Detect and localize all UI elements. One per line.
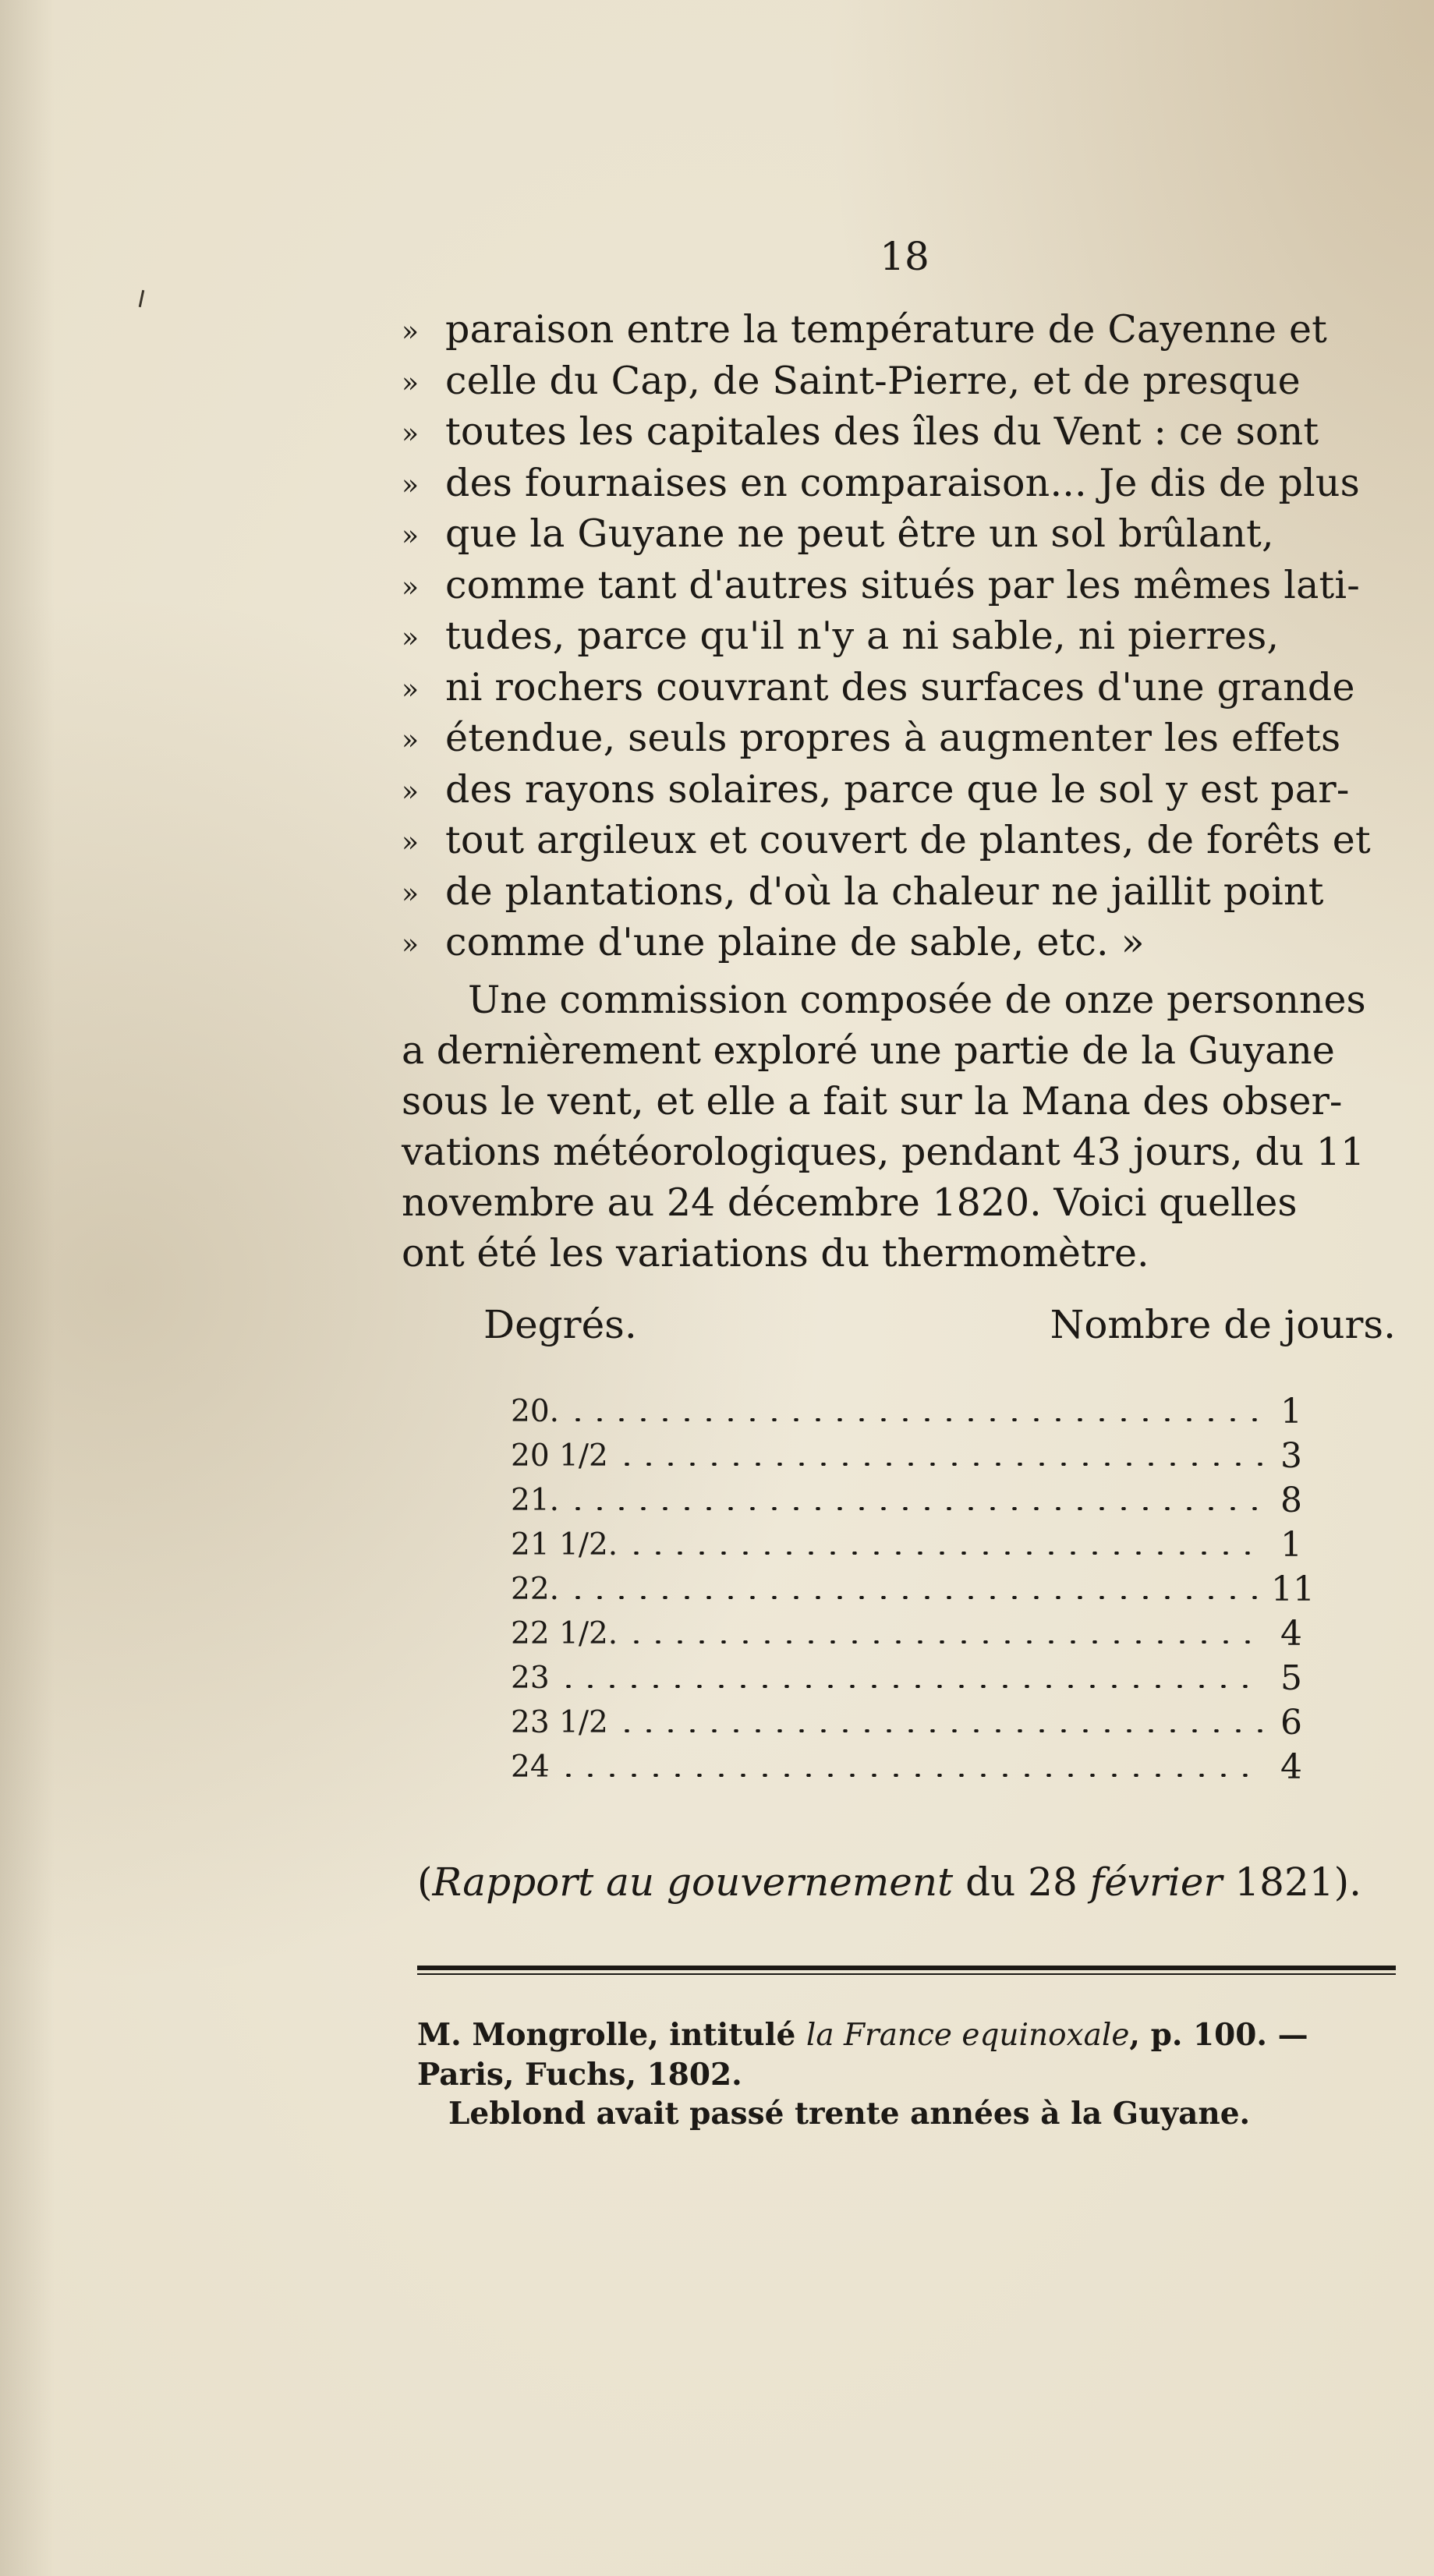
quote-text: de plantations, d'où la chaleur ne jaillit point <box>445 869 1324 914</box>
degree-cell: 21 1/2. <box>511 1527 618 1562</box>
quote-text: paraison entre la température de Cayenne et <box>445 307 1328 352</box>
quoted-passage <box>402 304 1396 968</box>
days-cell: 8 <box>1280 1481 1302 1520</box>
footnote-author: M. Mongrolle, intitulé <box>417 2017 806 2053</box>
temperature-table <box>511 1389 1315 1789</box>
citation-du: du 28 <box>953 1859 1090 1905</box>
quote-mark: » <box>402 724 420 757</box>
table-row <box>511 1700 1302 1745</box>
quote-mark: » <box>402 929 420 961</box>
quote-mark: » <box>402 877 420 910</box>
quote-text: tout argileux et couvert de plantes, de forêts et <box>445 818 1371 862</box>
table-row <box>511 1656 1302 1700</box>
quote-line <box>402 764 1396 816</box>
page-fold-shadow <box>0 0 55 2576</box>
dot-leader <box>625 1640 1263 1644</box>
quote-line <box>402 356 1396 407</box>
quote-line <box>402 304 1396 356</box>
quote-mark: » <box>402 775 420 808</box>
quote-mark: » <box>402 316 420 349</box>
days-cell: 3 <box>1280 1436 1302 1476</box>
degree-cell: 24 <box>511 1750 550 1785</box>
degree-cell: 21. <box>511 1483 560 1518</box>
table-row <box>511 1523 1302 1567</box>
paragraph-line: ont été les variations du thermomètre. <box>402 1231 1149 1276</box>
footnote-rule <box>417 1966 1396 1970</box>
quote-mark: » <box>402 571 420 603</box>
footnote-line: Leblond avait passé trente années à la Guyane. <box>448 2096 1251 2132</box>
quote-line <box>402 458 1396 509</box>
quote-line <box>402 662 1396 713</box>
quote-mark: » <box>402 826 420 859</box>
table-row <box>511 1745 1302 1789</box>
days-cell: 4 <box>1280 1614 1302 1654</box>
footnote-line: Paris, Fuchs, 1802. <box>417 2057 742 2093</box>
degree-cell: 22. <box>511 1572 560 1607</box>
degree-cell: 23 <box>511 1661 550 1696</box>
table-header <box>483 1302 1396 1357</box>
degree-cell: 22 1/2. <box>511 1616 618 1651</box>
footnote-page-ref: , p. 100. — <box>1129 2017 1308 2053</box>
days-cell: 6 <box>1280 1703 1302 1743</box>
days-cell: 4 <box>1280 1747 1302 1787</box>
degree-cell: 20. <box>511 1394 560 1429</box>
quote-mark: » <box>402 418 420 451</box>
quote-mark: » <box>402 366 420 399</box>
quote-mark: » <box>402 469 420 501</box>
dot-leader <box>616 1463 1263 1466</box>
dot-leader <box>567 1596 1263 1599</box>
quote-line <box>402 917 1396 968</box>
quote-mark: » <box>402 520 420 553</box>
paragraph-line: Une commission composée de onze personnes <box>468 978 1366 1022</box>
table-row <box>511 1612 1302 1656</box>
days-column-header: Nombre de jours. <box>1050 1302 1396 1347</box>
days-cell: 11 <box>1271 1569 1315 1609</box>
days-cell: 1 <box>1280 1525 1302 1565</box>
source-citation <box>417 1859 1396 1905</box>
quote-text: ni rochers couvrant des surfaces d'une grande <box>445 664 1355 709</box>
quote-text: étendue, seuls propres à augmenter les effets <box>445 716 1341 760</box>
paragraph-line: vations météorologiques, pendant 43 jours, du 11 <box>402 1130 1365 1174</box>
dot-leader <box>616 1729 1263 1732</box>
footnote-book-title: la France equinoxale <box>806 2018 1130 2053</box>
degree-cell: 20 1/2 <box>511 1438 608 1474</box>
citation-month: février <box>1089 1859 1223 1905</box>
quote-text: comme d'une plaine de sable, etc. » <box>445 920 1145 964</box>
dot-leader <box>558 1774 1263 1777</box>
footnotes <box>417 2015 1400 2133</box>
table-row <box>511 1567 1315 1612</box>
quote-line <box>402 508 1396 560</box>
citation-year: 1821 <box>1222 1859 1334 1905</box>
citation-close: ). <box>1333 1859 1361 1905</box>
table-row <box>511 1434 1302 1478</box>
table-row <box>511 1389 1302 1434</box>
dot-leader <box>625 1552 1263 1555</box>
quote-text: celle du Cap, de Saint-Pierre, et de presque <box>445 358 1301 403</box>
margin-pencil-mark <box>139 290 145 307</box>
quote-line <box>402 406 1396 458</box>
quote-mark: » <box>402 622 420 655</box>
degree-cell: 23 1/2 <box>511 1705 608 1740</box>
page-number: 18 <box>880 234 929 279</box>
quote-line <box>402 815 1396 866</box>
quote-line <box>402 713 1396 764</box>
paragraph-line: a dernièrement exploré une partie de la Guyane <box>402 1028 1335 1073</box>
quote-line <box>402 610 1396 662</box>
dot-leader <box>567 1418 1263 1421</box>
quote-text: toutes les capitales des îles du Vent : ce sont <box>445 409 1319 454</box>
table-row <box>511 1478 1302 1523</box>
dot-leader <box>567 1507 1263 1510</box>
paragraph-line: sous le vent, et elle a fait sur la Mana des obser- <box>402 1079 1343 1123</box>
quote-mark: » <box>402 673 420 706</box>
degrees-column-header: Degrés. <box>483 1302 637 1347</box>
footnote-line <box>417 2015 1400 2055</box>
days-cell: 1 <box>1280 1392 1302 1431</box>
quote-text: tudes, parce qu'il n'y a ni sable, ni pierres, <box>445 614 1280 658</box>
footnote-rule-thin <box>417 1973 1396 1975</box>
quote-text: comme tant d'autres situés par les mêmes lati- <box>445 562 1361 607</box>
citation-report-title: Rapport au gouvernement <box>432 1859 954 1905</box>
quote-line <box>402 560 1396 611</box>
days-cell: 5 <box>1280 1658 1302 1698</box>
quote-text: des fournaises en comparaison... Je dis de plus <box>445 460 1361 505</box>
citation-open-paren: ( <box>417 1859 433 1905</box>
paragraph-line: novembre au 24 décembre 1820. Voici quelles <box>402 1180 1298 1225</box>
quote-text: des rayons solaires, parce que le sol y est par- <box>445 766 1350 812</box>
quote-text: que la Guyane ne peut être un sol brûlant, <box>445 511 1274 556</box>
dot-leader <box>558 1685 1263 1688</box>
body-paragraph <box>402 975 1396 1279</box>
quote-line <box>402 866 1396 918</box>
